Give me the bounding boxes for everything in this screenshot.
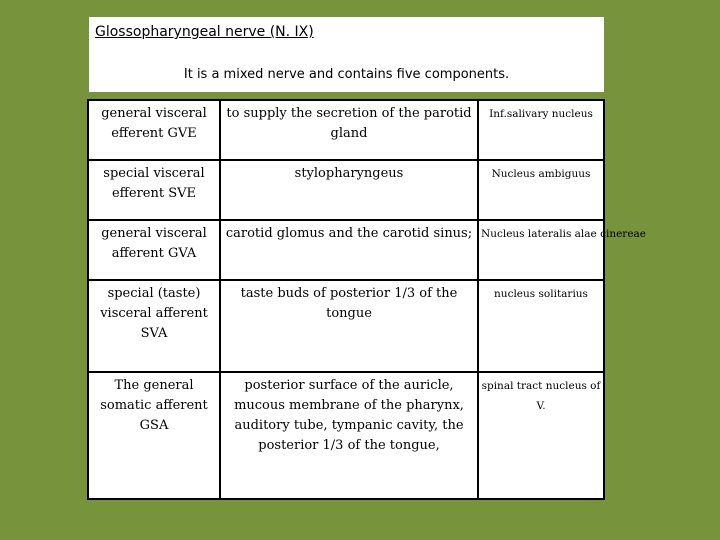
component-cell: special (taste) visceral afferent SVA	[88, 280, 220, 372]
nucleus-cell: Nucleus lateralis alae cinereae	[478, 220, 604, 280]
component-cell: The general somatic afferent GSA	[88, 372, 220, 499]
components-table	[87, 99, 647, 500]
title-box	[89, 17, 604, 92]
component-cell: general visceral afferent GVA	[88, 220, 220, 280]
nucleus-cell: spinal tract nucleus of V.	[478, 372, 604, 499]
component-cell: special visceral efferent SVE	[88, 160, 220, 220]
slide-title: Glossopharyngeal nerve (N. IX)	[95, 24, 314, 40]
target-cell: taste buds of posterior 1/3 of the tongue	[220, 280, 478, 372]
nucleus-cell: Inf.salivary nucleus	[478, 100, 604, 160]
target-cell: stylopharyngeus	[220, 160, 478, 220]
slide-subtitle: It is a mixed nerve and contains five components.	[183, 67, 510, 82]
table-row	[88, 220, 604, 280]
table-row	[88, 100, 604, 160]
component-cell: general visceral efferent GVE	[88, 100, 220, 160]
table-row	[88, 280, 604, 372]
table-row	[88, 160, 604, 220]
nucleus-cell: nucleus solitarius	[478, 280, 604, 372]
target-cell: to supply the secretion of the parotid gland	[220, 100, 478, 160]
target-cell: carotid glomus and the carotid sinus;	[220, 220, 478, 280]
table-row	[88, 372, 604, 499]
nucleus-cell: Nucleus ambiguus	[478, 160, 604, 220]
target-cell: posterior surface of the auricle, mucous membrane of the pharynx, auditory tube, tympanic cavity, the posterior 1/3 of the tongue,	[220, 372, 478, 499]
